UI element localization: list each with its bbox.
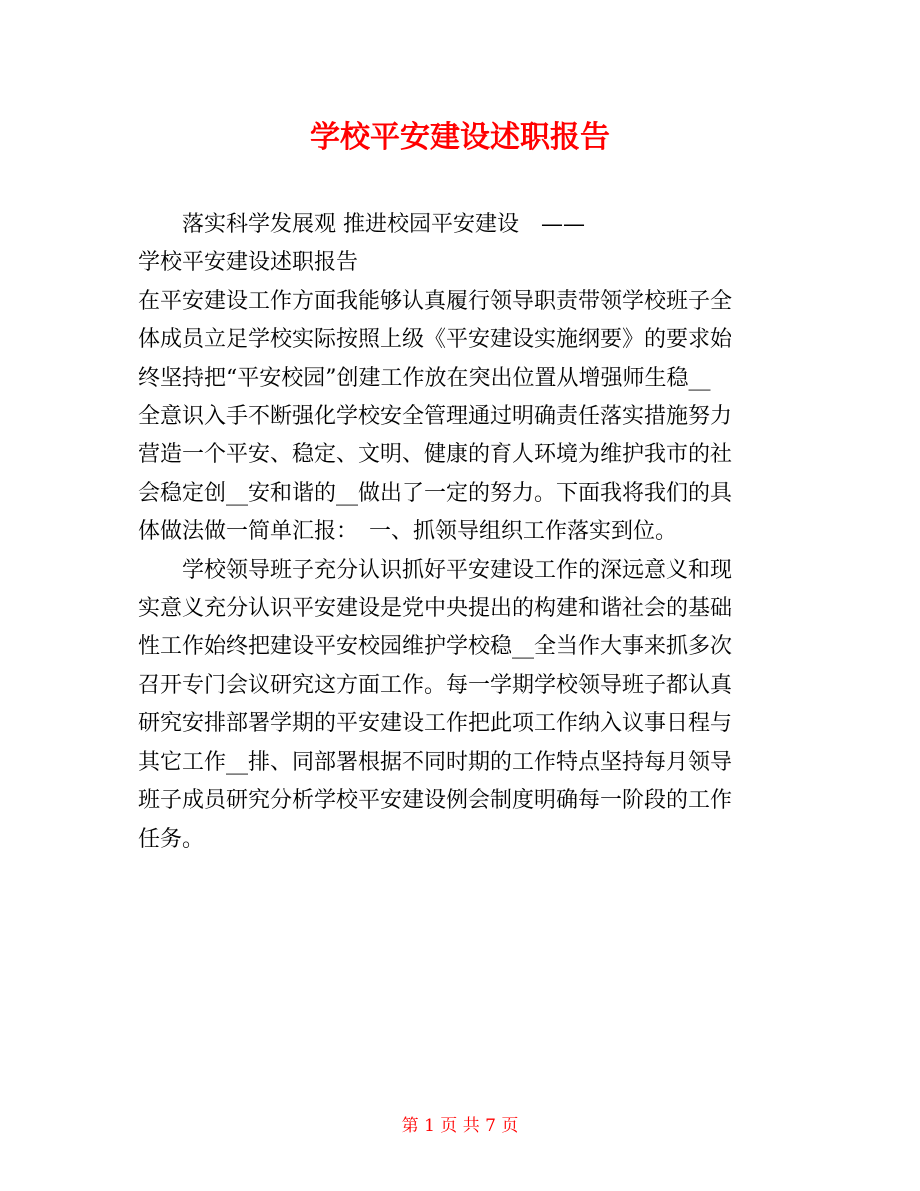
document-body [138, 206, 786, 859]
body-line-15: 其它工作__排、同部署根据不同时期的工作特点坚持每月领导 [138, 749, 733, 775]
body-line-13: 召开专门会议研究这方面工作。每一学期学校领导班子都认真 [138, 672, 733, 698]
body-line-1: 落实科学发展观 推进校园平安建设 —— [138, 212, 585, 237]
body-line-16: 班子成员研究分析学校平安建设例会制度明确每一阶段的工作 [138, 788, 733, 814]
body-line-4: 体成员立足学校实际按照上级《平安建设实施纲要》的要求始 [138, 327, 733, 353]
body-line-12: 性工作始终把建设平安校园维护学校稳__全当作大事来抓多次 [138, 634, 733, 660]
body-line-7: 营造一个平安、稳定、文明、健康的育人环境为维护我市的社 [138, 442, 733, 468]
document-title: 学校平安建设述职报告 [310, 120, 610, 155]
body-line-14: 研究安排部署学期的平安建设工作把此项工作纳入议事日程与 [138, 711, 733, 737]
body-line-9: 体做法做一简单汇报： 一、抓领导组织工作落实到位。 [138, 519, 678, 545]
body-line-2: 学校平安建设述职报告 [138, 250, 359, 276]
body-line-5: 终坚持把“平安校园”创建工作放在突出位置从增强师生稳__ [138, 365, 711, 391]
body-line-10: 学校领导班子充分认识抓好平安建设工作的深远意义和现 [138, 557, 733, 583]
body-line-11: 实意义充分认识平安建设是党中央提出的构建和谐社会的基础 [138, 596, 733, 622]
body-line-8: 会稳定创__安和谐的__做出了一定的努力。下面我将我们的具 [138, 480, 733, 506]
page-number-footer: 第 1 页 共 7 页 [401, 1116, 519, 1136]
body-line-6: 全意识入手不断强化学校安全管理通过明确责任落实措施努力 [138, 404, 733, 430]
body-line-17: 任务。 [138, 826, 205, 852]
body-line-3: 在平安建设工作方面我能够认真履行领导职责带领学校班子全 [138, 288, 733, 314]
